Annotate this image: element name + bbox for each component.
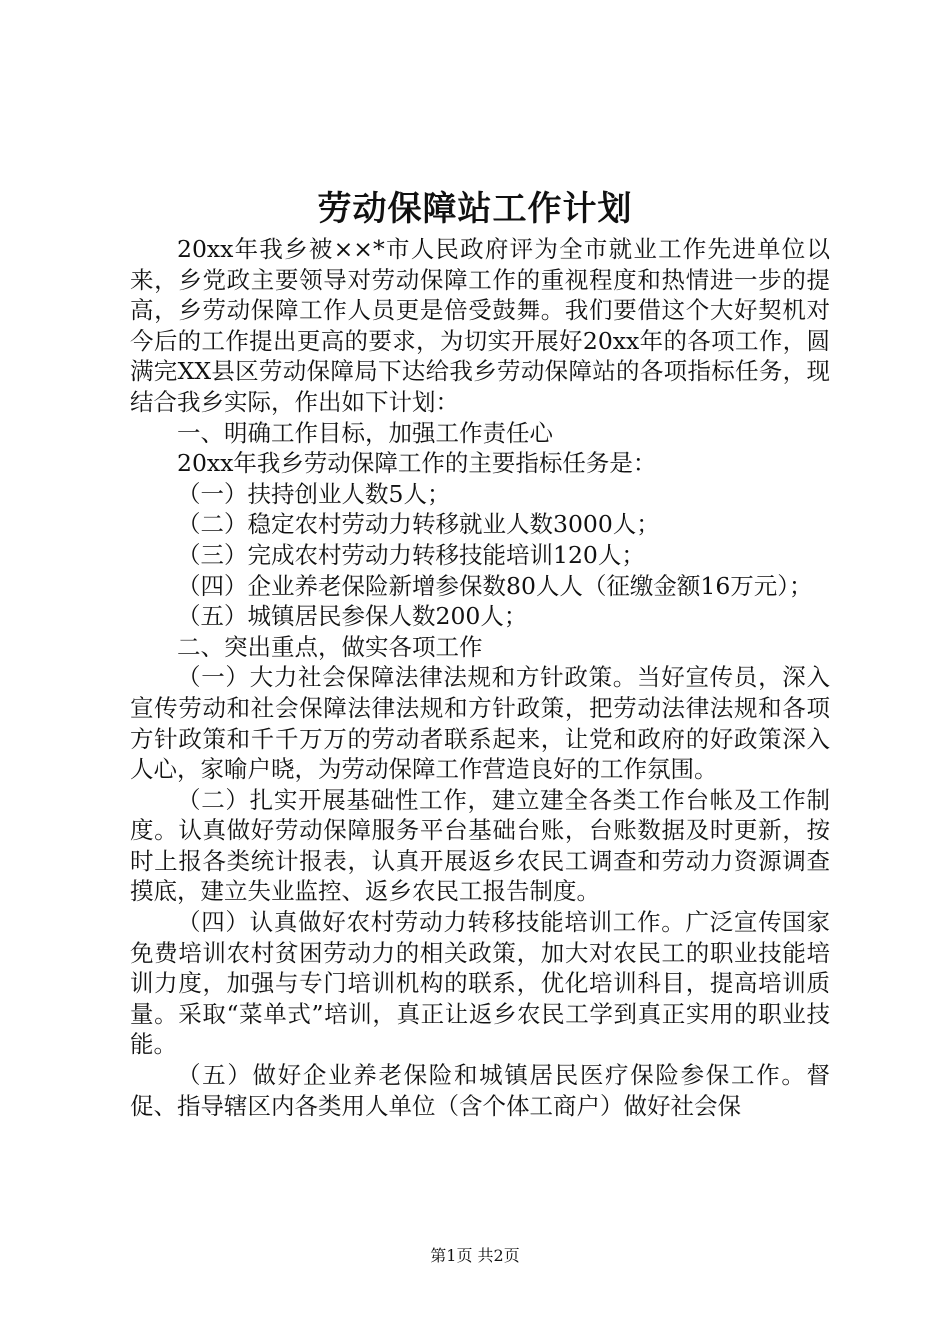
paragraph-intro: 20xx年我乡被××*市人民政府评为全市就业工作先进单位以来，乡党政主要领导对劳动保障工作的重视程度和热情进一步的提高，乡劳动保障工作人员更是倍受鼓舞。我们要借这个大好契机对今后的工作提出更高的要求，为切实开展好20xx年的各项工作，圆满完XX县区劳动保障局下达给我乡劳动保障站的各项指标任务，现结合我乡实际，作出如下计划： [130, 235, 830, 416]
page-number-footer: 第1页 共2页 [430, 1246, 520, 1265]
heading-section-2: 二、突出重点，做实各项工作 [177, 632, 483, 661]
document-title: 劳动保障站工作计划 [317, 189, 633, 229]
paragraph-targets-intro: 20xx年我乡劳动保障工作的主要指标任务是： [177, 449, 657, 478]
list-item-target-4: （四）企业养老保险新增参保数80人人（征缴金额16万元）； [177, 571, 813, 600]
list-item-target-3: （三）完成农村劳动力转移技能培训120人； [177, 540, 645, 569]
document-body [130, 234, 830, 1121]
list-item-target-2: （二）稳定农村劳动力转移就业人数3000人； [177, 510, 660, 539]
paragraph-task-1: （一）大力社会保障法律法规和方针政策。当好宣传员，深入宣传劳动和社会保障法律法规和方针政策，把劳动法律法规和各项方针政策和千千万万的劳动者联系起来，让党和政府的好政策深入人心，家喻户晓，为劳动保障工作营造良好的工作氛围。 [130, 663, 830, 784]
list-item-target-1: （一）扶持创业人数5人； [177, 479, 451, 508]
paragraph-task-4: （四）认真做好农村劳动力转移技能培训工作。广泛宣传国家免费培训农村贫困劳动力的相关政策，加大对农民工的职业技能培训力度，加强与专门培训机构的联系，优化培训科目，提高培训质量。采取“菜单式”培训，真正让返乡农民工学到真正实用的职业技能。 [130, 908, 830, 1059]
heading-section-1: 一、明确工作目标，加强工作责任心 [177, 418, 553, 447]
paragraph-task-5: （五）做好企业养老保险和城镇居民医疗保险参保工作。督促、指导辖区内各类用人单位（含个体工商户）做好社会保 [130, 1061, 830, 1120]
paragraph-task-2: （二）扎实开展基础性工作，建立建全各类工作台帐及工作制度。认真做好劳动保障服务平台基础台账，台账数据及时更新，按时上报各类统计报表，认真开展返乡农民工调查和劳动力资源调查摸底，建立失业监控、返乡农民工报告制度。 [130, 785, 830, 906]
list-item-target-5: （五）城镇居民参保人数200人； [177, 602, 528, 631]
